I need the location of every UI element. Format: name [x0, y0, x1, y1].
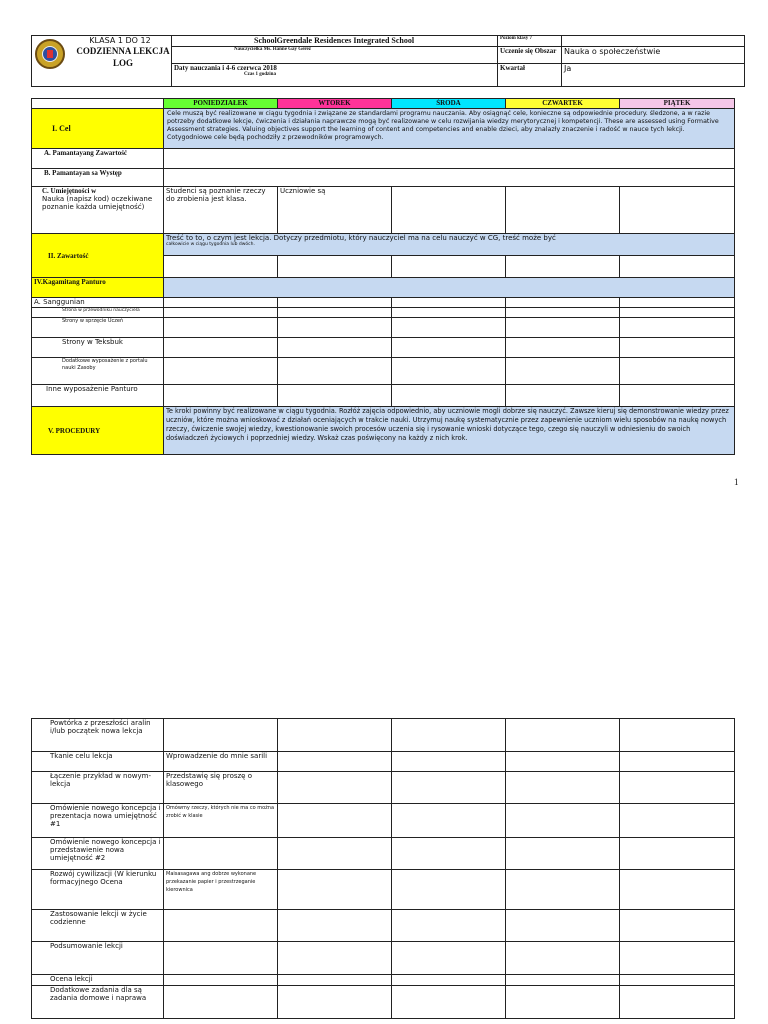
procedure-day-cell — [392, 870, 506, 910]
header-title-cell — [32, 36, 172, 87]
day-wednesday: ŚRODA — [392, 99, 506, 109]
objectives-text: Cele muszą być realizowane w ciągu tygodnia i związane ze standardami programu nauczania. Aby osiągnąć cele, konieczne są odpowiednie procedury. śledzone, a w razie potrzeby dodatkowe lekcje, ćwiczenia i działania naprawcze mogą być realizowane w celu rozwijania wiedzy merytorycznej i kompetencji. These are assessed using Formative Assessment strategies. Valuing objectives support the learning of content and competencies and enable dzieci, aby znalazły znaczenie i radość w nauce tych lekcji. Cotygodniowe cele będą pochodziły z przewodników programowych. — [164, 109, 735, 149]
references-label: A. Sanggunian — [32, 298, 164, 308]
competencies-sub: Nauka (napisz kod) oczekiwane poznanie każda umiejętność) — [42, 195, 153, 211]
procedure-day-cell — [506, 804, 620, 838]
content-text: Treść to to, o czym jest lekcja. Dotyczy przedmiotu, który nauczyciel ma na celu nauczyć w CG, treść może być — [166, 234, 556, 242]
textbook-row — [32, 338, 735, 358]
competencies-label-cell — [32, 187, 164, 234]
day-tuesday: WTOREK — [278, 99, 392, 109]
content-standard-label: A. Pamantayang Zawartość — [32, 149, 164, 169]
references-row — [32, 298, 735, 308]
day-friday: PIĄTEK — [620, 99, 735, 109]
time-label: Czas 1 godzina — [244, 71, 276, 77]
procedure-day-cell — [392, 910, 506, 942]
competencies-monday: Studenci są poznanie rzeczy do zrobienia jest klasa. — [164, 187, 278, 234]
competencies-tuesday: Uczniowie są — [278, 187, 392, 234]
procedure-day-cell — [392, 752, 506, 772]
procedure-day-cell — [392, 719, 506, 752]
procedure-day-cell — [278, 986, 392, 1019]
procedure-step-label: Ocena lekcji — [32, 975, 164, 986]
procedure-step-label: Powtórka z przeszłości aralin i/lub początek nowa lekcja — [32, 719, 164, 752]
objectives-label: I. Cel — [32, 109, 164, 149]
procedure-monday — [164, 719, 278, 752]
school-name: Greendale Residences Integrated School — [276, 36, 415, 45]
procedure-day-cell — [278, 772, 392, 804]
procedure-day-cell — [278, 838, 392, 870]
textbook-label: Strony w Teksbuk — [32, 338, 164, 358]
competencies-row — [32, 187, 735, 234]
lr-portal-row — [32, 358, 735, 385]
procedure-day-cell — [506, 986, 620, 1019]
procedure-row — [32, 870, 735, 910]
page-number: 1 — [734, 477, 739, 487]
procedure-step-label: Omówienie nowego koncepcja i przedstawienie nowa umiejętność #2 — [32, 838, 164, 870]
learner-material-row — [32, 318, 735, 338]
procedures-row — [32, 407, 735, 455]
content-subtext: całkowicie w ciągu tygodnia lub dwóch. — [166, 242, 255, 247]
procedure-monday — [164, 975, 278, 986]
school-seal-logo — [35, 39, 65, 69]
procedure-day-cell — [620, 942, 735, 975]
lr-portal-label: Dodatkowe wyposażenie z portalu nauki Zasoby — [32, 358, 164, 385]
procedure-day-cell — [392, 772, 506, 804]
teacher-guide-label: Strona w przewodniku nauczyciela — [32, 308, 164, 318]
procedure-day-cell — [506, 870, 620, 910]
procedure-step-label: Zastosowanie lekcji w życie codzienne — [32, 910, 164, 942]
level-value — [562, 36, 745, 47]
learning-area-value: Nauka o społeczeństwie — [562, 47, 745, 63]
procedures-text: Te kroki powinny być realizowane w ciągu tygodnia. Rozłóż zajęcia odpowiednio, aby uczniowie mogli dobrze się nauczyć. Zawsze kieruj się demonstrowanie wiedzy przez uczniów, które można wnioskować z działań oceniających w trakcie nauki. Utrzymuj naukę systematycznie przez zapewnienie uczniom wielu sposobów na naukę nowych rzeczy, ćwiczenie swojej wiedzy, kwestionowanie swoich procesów uczenia się i rysowanie wnioski dotyczące tego, czego się nauczyli w odniesieniu do swoich doświadczeń życiowych i poprzedniej wiedzy. Wskaż czas poświęcony na każdy z nich krok. — [164, 407, 735, 455]
procedure-day-cell — [620, 838, 735, 870]
procedure-day-cell — [506, 772, 620, 804]
grade-range: KLASA 1 DO 12 — [89, 36, 151, 45]
teacher-cell — [172, 47, 498, 63]
teacher-name: Ms. Hanne Gay Gerez — [263, 47, 311, 53]
quarter-label: Kwartał — [498, 63, 562, 86]
procedure-day-cell — [506, 910, 620, 942]
procedure-day-cell — [392, 975, 506, 986]
competencies-label: C. Umiejętności w — [42, 187, 97, 195]
lesson-log-table — [31, 98, 735, 455]
procedure-row — [32, 804, 735, 838]
procedure-day-cell — [392, 838, 506, 870]
procedure-step-label: Dodatkowe zadania dla są zadania domowe i naprawa — [32, 986, 164, 1019]
school-label: School — [254, 36, 277, 45]
dates-cell — [172, 63, 498, 86]
procedure-day-cell — [392, 804, 506, 838]
procedure-row — [32, 986, 735, 1019]
procedure-day-cell — [278, 804, 392, 838]
procedure-day-cell — [506, 719, 620, 752]
procedure-day-cell — [620, 870, 735, 910]
materials-label: IV.Kagamitang Panturo — [32, 278, 164, 298]
day-monday: PONIEDZIAŁEK — [164, 99, 278, 109]
procedure-row — [32, 975, 735, 986]
procedure-day-cell — [620, 910, 735, 942]
other-materials-label: Inne wyposażenie Panturo — [32, 385, 164, 407]
teacher-guide-row — [32, 308, 735, 318]
form-title: CODZIENNA LEKCJA — [76, 46, 170, 56]
form-title-log: LOG — [112, 58, 133, 68]
learner-material-label: Strony w sprzęcie Uczeń — [32, 318, 164, 338]
quarter-value: Ja — [562, 63, 745, 86]
header-table — [31, 35, 745, 87]
procedures-label: V. PROCEDURY — [32, 407, 164, 455]
procedure-step-label: Rozwój cywilizacji (W kierunku formacyjnego Ocena — [32, 870, 164, 910]
procedure-row — [32, 942, 735, 975]
procedure-day-cell — [278, 910, 392, 942]
procedure-day-cell — [506, 975, 620, 986]
procedure-row — [32, 910, 735, 942]
procedure-row — [32, 719, 735, 752]
days-header-row — [32, 99, 735, 109]
procedure-monday: Przedstawię się proszę o klasowego — [164, 772, 278, 804]
level-label: Poziom klasy 7 — [498, 36, 562, 47]
procedure-day-cell — [392, 986, 506, 1019]
procedure-monday — [164, 986, 278, 1019]
procedure-step-label: Tkanie celu lekcja — [32, 752, 164, 772]
teacher-label: Nauczycielka — [234, 47, 263, 53]
procedure-day-cell — [392, 942, 506, 975]
procedure-day-cell — [278, 870, 392, 910]
procedure-row — [32, 772, 735, 804]
procedure-monday: Wprowadzenie do mnie sarili — [164, 752, 278, 772]
content-standard-row — [32, 149, 735, 169]
procedure-day-cell — [506, 838, 620, 870]
procedure-monday: Omówmy rzeczy, których nie ma co można zrobić w klasie — [164, 804, 278, 838]
procedure-day-cell — [620, 719, 735, 752]
procedure-step-label: Łączenie przykład w nowym- lekcja — [32, 772, 164, 804]
procedure-row — [32, 838, 735, 870]
procedure-day-cell — [278, 942, 392, 975]
learning-area-label: Uczenie się Obszar — [498, 47, 562, 63]
objectives-row — [32, 109, 735, 149]
performance-standard-label: B. Pamantayan sa Występ — [32, 169, 164, 187]
procedures-table — [31, 718, 735, 1019]
other-materials-row — [32, 385, 735, 407]
procedure-step-label: Omówienie nowego koncepcja i prezentacja nowa umiejętność #1 — [32, 804, 164, 838]
procedure-monday — [164, 910, 278, 942]
procedure-day-cell — [620, 975, 735, 986]
procedure-day-cell — [620, 986, 735, 1019]
materials-row — [32, 278, 735, 298]
procedure-day-cell — [620, 804, 735, 838]
procedure-monday: Maisasagawa ang dobrze wykonane przekazanie papier i przestrzeganie kierownica — [164, 870, 278, 910]
procedure-day-cell — [506, 752, 620, 772]
procedure-day-cell — [278, 752, 392, 772]
procedure-row — [32, 752, 735, 772]
school-cell — [172, 36, 498, 47]
procedure-step-label: Podsumowanie lekcji — [32, 942, 164, 975]
content-text-cell — [164, 234, 735, 256]
day-thursday: CZWARTEK — [506, 99, 620, 109]
procedure-day-cell — [278, 719, 392, 752]
content-row — [32, 234, 735, 256]
performance-standard-row — [32, 169, 735, 187]
procedure-monday — [164, 942, 278, 975]
procedure-day-cell — [620, 772, 735, 804]
procedure-day-cell — [506, 942, 620, 975]
procedure-day-cell — [278, 975, 392, 986]
procedure-day-cell — [620, 752, 735, 772]
content-label: II. Zawartość — [32, 234, 164, 278]
teaching-dates: Daty nauczania i 4-6 czerwca 2018 — [174, 63, 277, 72]
procedure-monday — [164, 838, 278, 870]
